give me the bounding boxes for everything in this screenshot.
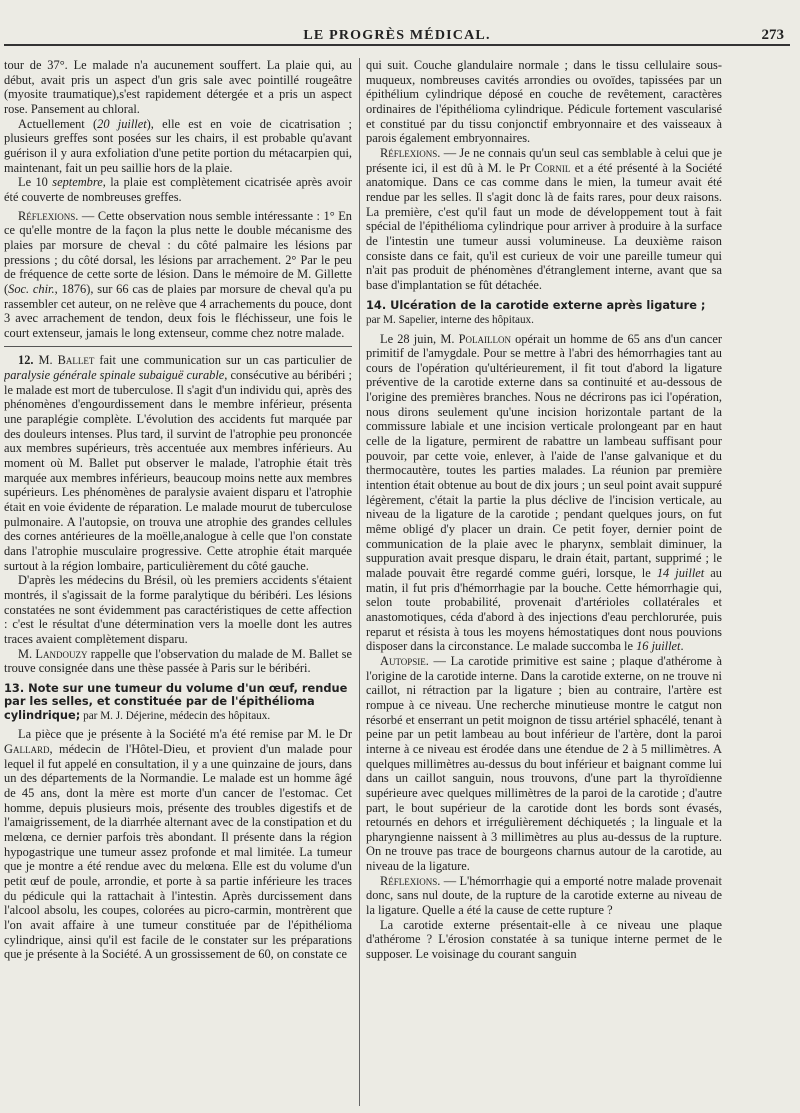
right-column <box>366 58 722 1106</box>
paragraph: qui suit. Couche glandulaire normale ; dans le tissu cellulaire sous-muqueux, nombreuses cavités arrondies ou ovoïdes, tapissées par un épithélium cylindrique déposé en couche de revêtement, caractères ordinaires de l'épithélioma cylindrique. Pédicule fortement vascularisé et constitué par du tissu conjonctif embryonnaire et des vaisseaux à parois également embryonnaires. <box>366 58 722 146</box>
section-12: 12. M. Ballet fait une communication sur un cas particulier de paralysie générale spinale subaiguë curable, consécutive au béribéri ; le malade est mort de tuberculose. Il s'agit d'un individu qui, après des phénomènes d'engourdissement dans le membre inférieur, présenta une paraplégie complète. L'évolution des accidents fut marquée par des douleurs intenses. Plus tard, il survint de l'atrophie peu prononcée aux membres supérieurs, très accentuée aux membres inférieurs. Au moment où M. Ballet put observer le malade, l'atrophie était très marquée aux membres inférieurs, beaucoup moins nette aux membres supérieurs. Les phénomènes de paralysie avaient disparu et l'atrophie était en voie évidente de réparation. Le malade mourut de tuberculose pulmonaire. A l'autopsie, on trouva une atrophie des grandes cellules des cornes antérieures de la moëlle,analogue à celle que l'on constate dans l'atrophie musculaire progressive. Cette atrophie était marquée surtout à la région lombaire, particulièrement du côté gauche. <box>4 353 352 573</box>
autopsie-paragraph: Autopsie. — La carotide primitive est saine ; plaque d'athérome à l'origine de la carotide interne. Dans la carotide externe, on ne trouve ni caillot, ni rétraction par la ligature ; bien au contraire, l'artère est rompue à ce niveau. Une recherche minutieuse montre le catgut non résorbé et enserrant un petit moignon de tissu artériel sphacélé, tenant à peine par un petit lambeau au bout inférieur de l'artère, dont la paroi interne à ce niveau est érodée dans une étendue de 2 à 5 millimètres. A quelques millimètres au-dessus du bout inférieur et baignant comme lui dans un caillot sanguin, nous trouvons, d'une part la thyroïdienne supérieure avec quelques millimètres de la paroi de la carotide ; d'autre part, le bout supérieur de la carotide dont les bords sont évasés, retournés en dehors et irrégulièrement déchiquetés ; la linguale et la pharyngienne naissent à 3 millimètres au plus au-dessus de la rupture. On ne trouve pas trace de bourgeons charnus autour de la carotide, au niveau de la ligature. <box>366 653 722 874</box>
section-divider <box>4 346 352 347</box>
section-author: par M. Sapelier, interne des hôpitaux. <box>366 314 534 326</box>
running-header <box>4 24 790 46</box>
communication-title: paralysie générale spinale subaiguë curable <box>4 368 225 383</box>
column-rule <box>359 58 360 1106</box>
page-number: 273 <box>761 27 784 43</box>
reflexions-paragraph: Réflexions. — Je ne connais qu'un seul cas semblable à celui que je présente ici, il est dû à M. le Pr Cornil et a été présenté à la Société anatomique. Dans ce cas comme dans le mien, la tumeur avait été rendue par les selles. Il s'agit donc là de faits rares, pour deux raisons. La première, c'est qu'il faut un mode de développement tout à fait spécial de l'épithélioma cylindrique pour arriver à produire à la surface de l'intestin une tumeur aussi volumineuse. La deuxième raison consiste dans ce fait, qu'il est curieux de voir une pareille tumeur qui n'ait pas produit de phénomènes d'étranglement interne, avant que sa base d'implantation se fût détachée. <box>366 145 722 292</box>
paragraph: M. Landouzy rappelle que l'observation du malade de M. Ballet se trouve consignée dans une thèse passée à Paris sur le béribéri. <box>4 646 352 676</box>
reflexions-label: Réflexions. <box>380 145 441 160</box>
reflexions-label: Réflexions. <box>380 873 441 888</box>
section-14-heading: 14. Ulcération de la carotide externe après ligature ; par M. Sapelier, interne des hôpitaux. <box>366 297 706 326</box>
paragraph: La pièce que je présente à la Société m'a été remise par M. le Dr Gallard, médecin de l'Hôtel-Dieu, et provient d'un malade pour lequel il fut appelé en consultation, il y a une quinzaine de jours, dans un des départements de la Normandie. Le malade est un homme âgé de 45 ans, dont la mère est morte d'un cancer de l'estomac. Cet homme, depuis plusieurs mois, présente des troubles digestifs et de l'amaigrissement, de la diarrhée alternant avec de la constipation et du melœna, ce dernier parfois très abondant. Il présente dans la région hypogastrique une tumeur assez profonde et mal limitée. La tumeur que je montre a été rendue avec du melœna. Elle est du volume d'un petit œuf de poule, arrondie, et porte à sa partie inférieure les traces du pédicule qui la rattachait à l'intestin. Après durcissement dans l'alcool absolu, les coupes, colorées au picro-carmin, montrèrent que l'on avait affaire à une tumeur constituée par de l'épithélioma cylindrique, ainsi qu'il est facile de le constater sur les préparations que je présente à la Société. A un grossissement de 60, on constate ce <box>4 727 352 962</box>
section-author: par M. J. Déjerine, médecin des hôpitaux. <box>80 709 271 722</box>
paragraph: Le 28 juin, M. Polaillon opérait un homme de 65 ans d'un cancer primitif de l'amygdale. Pour se mettre à l'abri des hémorrhagies tant au cours de l'opération qu'ultérieurement, il fit tout d'abord la ligature préventive de la carotide externe dans sa continuité et au-dessous de l'origine des premières branches. Nous ne décrirons pas ici l'opération, nous dirons seulement qu'une incision horizontale partant de la commissure labiale et une incision verticale prolongeant par en haut celle de la ligature, permirent de rabattre un lambeau suffisant pour pouvoir, par cette voie, enlever, à l'aide de l'anse galvanique et du thermocautère, toutes les parties malades. La réunion par première intention était obtenue au bout de dix jours ; un seul point avait suppuré légèrement, c'était la partie la plus déclive de l'incision verticale, au niveau de la ligature de la carotide ; pendant quelques jours, on fut même obligé d'y placer un drain. Ce petit foyer, dernier point de communication de la plaie avec le pharynx, semblait diminuer, la suppuration avait presque disparu, le drain était, partant, supprimé ; le malade pouvait être regardé comme guéri, lorsque, le 14 juillet au matin, il fut pris d'hémorrhagie par la bouche. Cette hémorrhagie qui, selon toute probabilité, provenait d'artérioles collatérales et anastomotiques, céda d'abord à des injections d'eau perchlorurée, puis reparut et résista à tous les moyens hémostatiques dont nous pouvions disposer dans la circonstance. Le malade succomba le 16 juillet. <box>366 331 722 654</box>
autopsie-label: Autopsie. <box>380 653 429 668</box>
paragraph: La carotide externe présentait-elle à ce niveau une plaque d'athérome ? L'érosion constatée à sa tunique interne permet de le supposer. Le voisinage du courant sanguin <box>366 917 722 962</box>
paragraph: Actuellement (20 juillet), elle est en voie de cicatrisation ; plusieurs greffes sont posées sur les chairs, il est probable qu'avant guérison il y aura exfoliation d'une petite portion du métacarpien qui, maintenant, fait un peu saillie hors de la plaie. <box>4 116 352 175</box>
reflexions-paragraph: Réflexions. — Cette observation nous semble intéressante : 1° En ce qu'elle montre de la façon la plus nette le double mécanisme des plaies par morsure de cheval : du côté palmaire les lésions par pressions ; du côté dorsal, les lésions par arrachement. 2° Par le peu de fréquence de cette sorte de lésion. Dans le mémoire de M. Gillette (Soc. chir., 1876), sur 66 cas de plaies par morsure de cheval qu'a pu rassembler cet auteur, on ne relève que 4 arrachements du pouce, dont 3 avec arrachement de tendon, deux fois le fléchisseur, une fois le court extenseur, jamais le long extenseur, comme chez notre malade. <box>4 208 352 340</box>
paragraph: Le 10 septembre, la plaie est complètement cicatrisée après avoir été couverte de nombreuses greffes. <box>4 175 352 204</box>
paragraph: D'après les médecins du Brésil, où les premiers accidents s'étaient montrés, il s'agissait de la forme paralytique du béribéri. Les lésions constatées ne sont évidemment pas caractéristiques de cette affection : c'est le résultat d'une détermination vers la moelle dont les autres traces avaient complètement disparu. <box>4 573 352 646</box>
reflexions-label: Réflexions. <box>18 208 79 223</box>
section-number: 12. <box>18 353 34 368</box>
paragraph: tour de 37°. Le malade n'a aucunement souffert. La plaie qui, au début, avait pris un aspect d'un gris sale avec pointillé rougeâtre (myosite traumatique),s'est rapidement détergée et a pris un aspect rose. Pansement au chloral. <box>4 58 352 116</box>
journal-title: LE PROGRÈS MÉDICAL. <box>303 28 491 43</box>
left-column <box>4 58 352 1106</box>
reflexions-paragraph: Réflexions. — L'hémorrhagie qui a emporté notre malade provenait donc, sans nul doute, de la rupture de la carotide externe au niveau de la ligature. Quelle a été la cause de cette rupture ? <box>366 873 722 918</box>
section-13-heading: 13. Note sur une tumeur du volume d'un œuf, rendue par les selles, et constituée par de l'épithélioma cylindrique; par M. J. Déjerine, médecin des hôpitaux. <box>4 680 348 722</box>
